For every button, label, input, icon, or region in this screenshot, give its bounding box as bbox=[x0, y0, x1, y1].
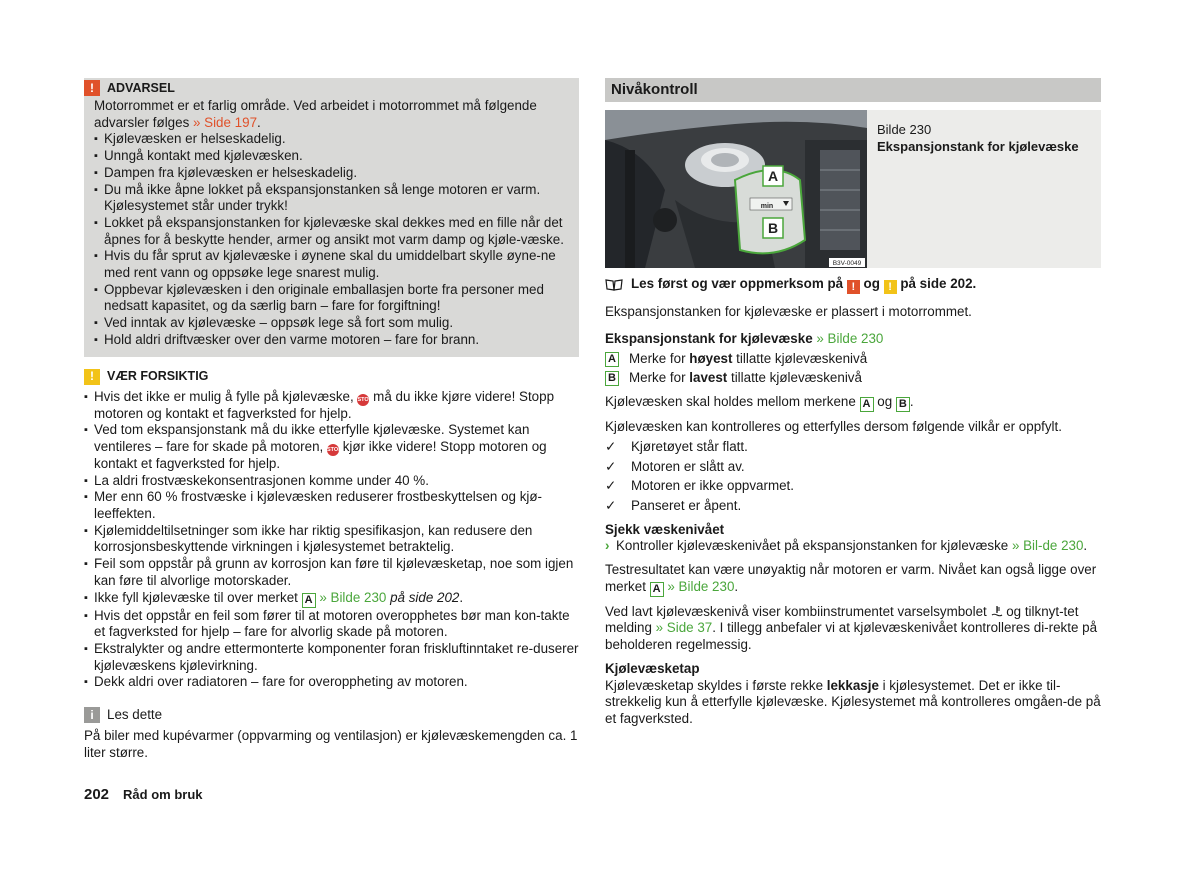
mark-b-box: B bbox=[896, 397, 910, 412]
caution-item bbox=[84, 422, 579, 472]
mark-text-a: Merke for bbox=[629, 370, 690, 386]
book-icon bbox=[605, 279, 623, 291]
side-197-link[interactable]: » Side 197 bbox=[192, 114, 258, 130]
bilde-230-link[interactable]: » Bilde 230 bbox=[816, 331, 884, 347]
section-title: Nivåkontroll bbox=[605, 78, 1101, 102]
caution-box bbox=[84, 367, 579, 692]
p5-text: . bbox=[734, 578, 739, 594]
check-icon: ✓ bbox=[605, 478, 617, 494]
caution-text: Ved tom ekspansjonstank må du ikke etterfylle kjølevæske. Systemet kan ventileres – fare for skade på motoren, bbox=[94, 422, 530, 454]
p3-text: . bbox=[909, 394, 914, 410]
caution-header bbox=[84, 367, 579, 387]
figure-code: B3V-0049 bbox=[832, 260, 862, 267]
p6-text: . I tillegg anbefaler vi at kjølevæskenivået kontrolleres di-rekte på beholderen regelmessig. bbox=[605, 620, 1098, 653]
mark-a-box: A bbox=[302, 593, 316, 608]
warning-intro bbox=[94, 98, 569, 131]
stop-icon: STOP bbox=[327, 444, 339, 456]
coolant-temperature-icon bbox=[991, 605, 1003, 617]
paragraph bbox=[605, 562, 1101, 597]
stop-icon: STOP bbox=[357, 394, 369, 406]
warning-box bbox=[84, 78, 579, 357]
p7-text: Kjølevæsketap skyldes i første rekke bbox=[605, 677, 827, 693]
mark-row bbox=[605, 370, 1101, 387]
warning-header bbox=[84, 78, 569, 98]
p7-text: i kjølesystemet. Det er ikke til-strekkelig kun å etterfylle kjølevæske. Kjølesystemet må kontrolleres omgåen-de på et fagverksted. bbox=[605, 677, 1101, 726]
read-first-text bbox=[631, 276, 976, 294]
check-icon: ✓ bbox=[605, 458, 617, 474]
caution-text: . bbox=[459, 589, 464, 605]
warning-intro-text: Motorrommet er et farlig område. Ved arbeidet i motorrommet må følgende advarsler følges bbox=[94, 98, 537, 130]
caution-text: Hvis det ikke er mulig å fylle på kjølevæske, bbox=[94, 388, 358, 404]
warning-item: ▪ Du må ikke åpne lokket på ekspansjonstanken så lenge motoren er varm. Kjølesystemet står under trykk! bbox=[94, 182, 569, 215]
bold-term: lekkasje bbox=[826, 677, 879, 693]
caution-item: ▪ Feil som oppstår på grunn av korrosjon kan føre til kjølevæsketap, noe som igjen kan føre til alvorlige motorskader. bbox=[84, 556, 579, 589]
exclamation-icon: ! bbox=[884, 280, 897, 294]
mark-text bbox=[629, 370, 862, 387]
lead-text: og bbox=[859, 276, 884, 291]
note-box bbox=[84, 705, 579, 761]
warning-intro-end: . bbox=[257, 114, 261, 130]
note-title: Les dette bbox=[107, 706, 163, 722]
caution-item bbox=[84, 389, 579, 423]
warning-title: ADVARSEL bbox=[107, 80, 175, 95]
mark-text-b: tillatte kjølevæskenivå bbox=[732, 350, 868, 366]
section-name: Råd om bruk bbox=[123, 787, 203, 802]
caution-item: ▪ Dekk aldri over radiatoren – fare for overoppheting av motoren. bbox=[84, 674, 579, 691]
mark-a-box: A bbox=[860, 397, 874, 412]
step-text: . bbox=[1083, 538, 1088, 554]
caution-item: ▪ Hvis det oppstår en feil som fører til at motoren overopphetes bør man kon-takte et fagverksted for hjelp – fare for alvorlig skade på motoren. bbox=[84, 608, 579, 641]
p5-text: Testresultatet kan være unøyaktig når motoren er varm. Nivået kan også ligge over merket bbox=[605, 562, 1097, 594]
caution-text: må du ikke kjøre videre! Stopp motoren og kontakt et fagverksted for hjelp. bbox=[94, 388, 555, 421]
p6-text: og tilknyt-tet melding bbox=[605, 603, 1079, 636]
warning-item: ▪ Hvis du får sprut av kjølevæske i øynene skal du umiddelbart skylle øyne-ne med rent vann og oppsøke lege snarest mulig. bbox=[94, 248, 569, 281]
mark-text-b: tillatte kjølevæskenivå bbox=[727, 370, 862, 386]
check-item bbox=[605, 498, 1101, 515]
bilde-230-link[interactable]: » Bilde 230 bbox=[319, 589, 387, 605]
right-column bbox=[605, 78, 1101, 728]
side-37-link[interactable]: » Side 37 bbox=[655, 620, 713, 636]
figure-number: Bilde 230 bbox=[877, 122, 932, 137]
figure-title: Ekspansjonstank for kjølevæske bbox=[877, 138, 1079, 154]
paragraph: Kjølevæsken kan kontrolleres og etterfylles dersom følgende vilkår er oppfylt. bbox=[605, 419, 1062, 435]
min-label: min bbox=[760, 203, 774, 210]
subheading: Sjekk væskenivået bbox=[605, 521, 725, 537]
warning-item: ▪ Oppbevar kjølevæsken i den originale emballasjen borte fra personer med nedsatt kapasitet, og da særlig barn – fare for forgiftning! bbox=[94, 282, 569, 315]
caution-text: Ikke fyll kjølevæske til over merket bbox=[94, 589, 302, 605]
lead-text: på side 202. bbox=[896, 276, 977, 291]
paragraph bbox=[605, 678, 1101, 728]
info-icon: i bbox=[84, 707, 100, 723]
mark-a-box: A bbox=[605, 352, 619, 367]
paragraph bbox=[605, 604, 1101, 654]
warning-item: ▪ Kjølevæsken er helseskadelig. bbox=[94, 131, 569, 148]
exclamation-icon: ! bbox=[84, 80, 100, 96]
bilde-230-link[interactable]: » Bilde 230 bbox=[667, 578, 735, 594]
check-text: Panseret er åpent. bbox=[631, 497, 742, 513]
mark-bold: lavest bbox=[689, 370, 728, 386]
check-item bbox=[605, 459, 1101, 476]
caution-item: ▪ Kjølemiddeltilsetninger som ikke har riktig spesifikasjon, kan redusere den korrosjonsbeskyttende virkningen i kjølesystemet betraktelig. bbox=[84, 523, 579, 556]
note-header bbox=[84, 705, 579, 725]
warning-item: ▪ Lokket på ekspansjonstanken for kjølevæske skal dekkes med en fille når det åpnes for å beskytte hender, armer og ansikt mot varm damp og kjøle-væske. bbox=[94, 215, 569, 248]
exclamation-icon: ! bbox=[847, 280, 860, 294]
mark-b-box: B bbox=[605, 371, 619, 386]
read-first-note bbox=[605, 276, 1101, 294]
bilde-230-link[interactable]: » Bil-de 230 bbox=[1011, 538, 1084, 554]
paragraph bbox=[605, 394, 1101, 412]
check-text: Motoren er slått av. bbox=[631, 458, 745, 474]
page-number: 202 bbox=[84, 786, 110, 803]
caution-item: ▪ La aldri frostvæskekonsentrasjonen komme under 40 %. bbox=[84, 473, 579, 490]
warning-item: ▪ Ved inntak av kjølevæske – oppsøk lege så fort som mulig. bbox=[94, 315, 569, 332]
p6-text: Ved lavt kjølevæskenivå viser kombiinstrumentet varselsymbolet bbox=[605, 603, 991, 619]
paragraph bbox=[605, 331, 1101, 348]
exclamation-icon: ! bbox=[84, 369, 100, 385]
figure-230 bbox=[605, 110, 1101, 268]
check-text: Motoren er ikke oppvarmet. bbox=[631, 478, 794, 494]
caution-text: kjør ikke videre! Stopp motoren og kontakt et fagverksted for hjelp. bbox=[94, 438, 547, 471]
p3-text: Kjølevæsken skal holdes mellom merkene bbox=[605, 394, 860, 410]
left-column bbox=[84, 78, 579, 762]
p3-text: og bbox=[873, 394, 896, 410]
mark-a-box: A bbox=[650, 582, 664, 597]
caution-item: ▪ Mer enn 60 % frostvæske i kjølevæsken reduserer frostbeskyttelsen og kjø-leeffekten. bbox=[84, 489, 579, 522]
mark-text-a: Merke for bbox=[629, 350, 690, 366]
arrow-icon: › bbox=[605, 538, 610, 554]
check-icon: ✓ bbox=[605, 497, 617, 513]
mark-bold: høyest bbox=[689, 350, 733, 366]
note-text: På biler med kupévarmer (oppvarming og ventilasjon) er kjølevæskemengden ca. 1 liter større. bbox=[84, 728, 578, 760]
check-icon: ✓ bbox=[605, 438, 617, 454]
figure-label-b: B bbox=[767, 220, 779, 236]
page-ref: på side 202 bbox=[390, 589, 460, 605]
engine-bay-illustration bbox=[605, 110, 867, 268]
subheading: Kjølevæsketap bbox=[605, 660, 700, 676]
figure-label-a: A bbox=[767, 168, 779, 184]
paragraph: Ekspansjonstanken for kjølevæske er plassert i motorrommet. bbox=[605, 304, 972, 320]
engine-photo bbox=[605, 110, 867, 268]
caution-item: ▪ Ekstralykter og andre ettermonterte komponenter foran friskluftinntaket re-duserer kjølevæskens kjølevirkning. bbox=[84, 641, 579, 674]
step-text: Kontroller kjølevæskenivået på ekspansjonstanken for kjølevæske bbox=[616, 538, 1012, 554]
mark-text bbox=[629, 351, 867, 368]
figure-caption bbox=[867, 110, 1079, 268]
caution-item bbox=[84, 590, 579, 608]
mark-row bbox=[605, 351, 1101, 368]
check-text: Kjøretøyet står flatt. bbox=[631, 438, 748, 454]
check-item bbox=[605, 478, 1101, 495]
warning-item: ▪ Dampen fra kjølevæsken er helseskadelig. bbox=[94, 165, 569, 182]
caution-title: VÆR FORSIKTIG bbox=[107, 369, 209, 384]
page-footer bbox=[84, 787, 203, 804]
lead-text: Les først og vær oppmerksom på bbox=[631, 276, 847, 291]
bold-term: Ekspansjonstank for kjølevæske bbox=[605, 331, 813, 347]
check-item bbox=[605, 439, 1101, 456]
warning-item: ▪ Hold aldri driftvæsker over den varme motoren – fare for brann. bbox=[94, 332, 569, 349]
step-item bbox=[605, 538, 1101, 555]
warning-item: ▪ Unngå kontakt med kjølevæsken. bbox=[94, 148, 569, 165]
